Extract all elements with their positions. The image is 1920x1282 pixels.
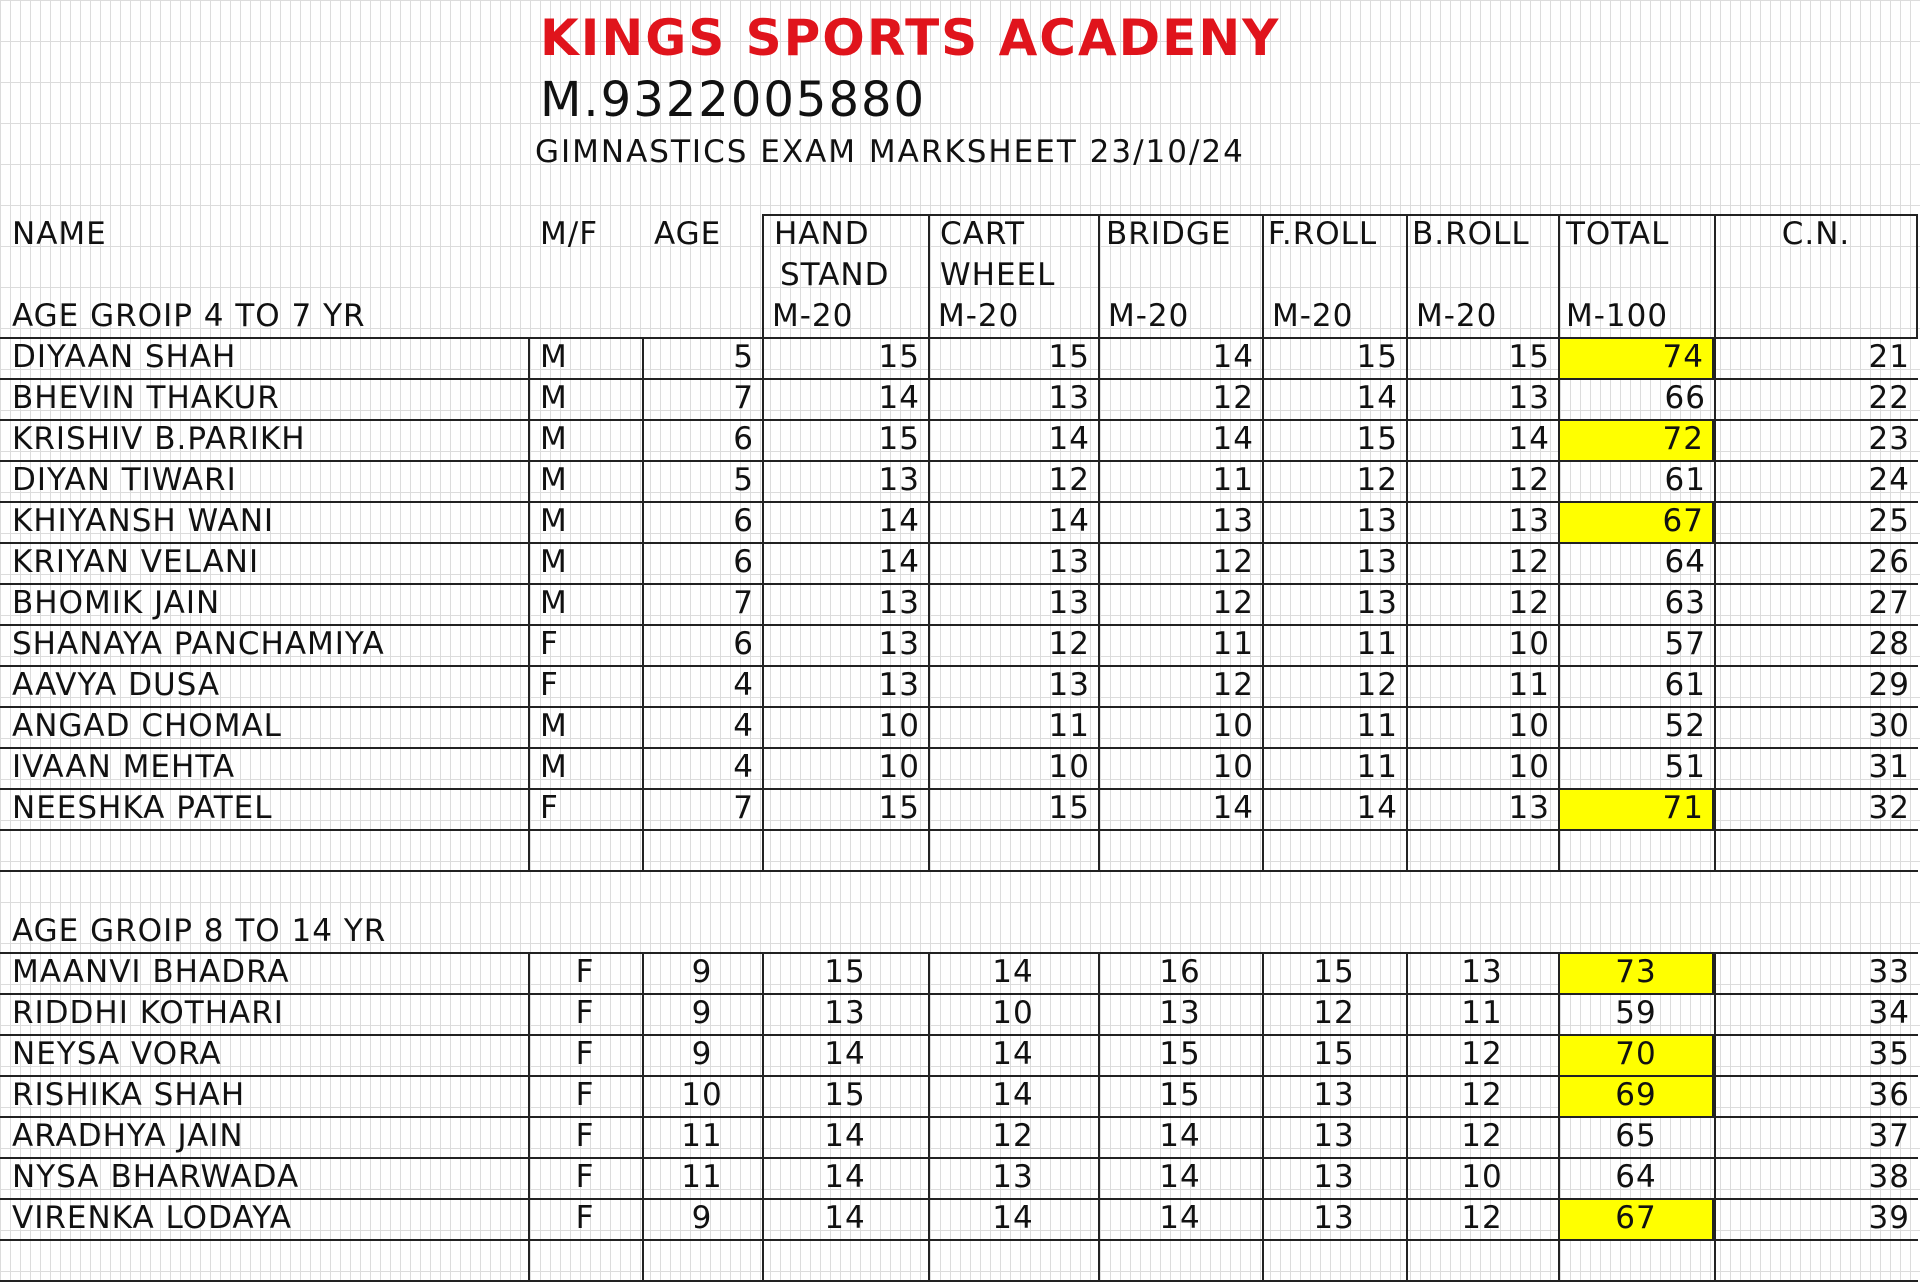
group-label-2: AGE GROIP 8 TO 14 YR (12, 913, 387, 949)
froll-score: 15 (1356, 339, 1398, 375)
student-name: RISHIKA SHAH (12, 1077, 246, 1113)
total-score: 66 (1664, 380, 1706, 416)
froll-score: 14 (1356, 380, 1398, 416)
froll-score: 13 (1313, 1118, 1355, 1154)
age-cell: 6 (733, 421, 754, 457)
age-cell: 9 (691, 1200, 713, 1236)
broll-score: 12 (1461, 1077, 1503, 1113)
cartwheel-score: 11 (1048, 708, 1090, 744)
grid-line (0, 829, 1918, 831)
cartwheel-score: 14 (1048, 503, 1090, 539)
grid-line (0, 542, 1918, 544)
broll-score: 12 (1508, 544, 1550, 580)
age-cell: 5 (733, 339, 754, 375)
gender-cell: F (575, 995, 595, 1031)
age-cell: 11 (681, 1118, 723, 1154)
grid-line (1406, 214, 1408, 337)
chest-number: 27 (1868, 585, 1910, 621)
cartwheel-score: 12 (1048, 462, 1090, 498)
broll-score: 13 (1508, 790, 1550, 826)
cartwheel-score: 10 (1048, 749, 1090, 785)
cartwheel-score: 13 (1048, 585, 1090, 621)
grid-line (0, 747, 1918, 749)
broll-score: 12 (1461, 1118, 1503, 1154)
froll-score: 12 (1356, 462, 1398, 498)
col-header-cn: C.N. (1781, 216, 1851, 252)
bridge-score: 14 (1212, 790, 1254, 826)
cartwheel-score: 12 (992, 1118, 1034, 1154)
grid-line (1098, 337, 1100, 870)
handstand-score: 14 (878, 380, 920, 416)
age-cell: 7 (733, 790, 754, 826)
grid-line (1558, 214, 1560, 337)
chest-number: 34 (1868, 995, 1910, 1031)
grid-line (928, 337, 930, 870)
bridge-score: 15 (1159, 1036, 1201, 1072)
broll-score: 13 (1461, 954, 1503, 990)
cartwheel-score: 14 (992, 954, 1034, 990)
broll-score: 13 (1508, 503, 1550, 539)
gender-cell: F (575, 954, 595, 990)
grid-line (1406, 952, 1408, 1280)
gender-cell: F (575, 1118, 595, 1154)
col-header-cart-2: WHEEL (940, 257, 1056, 293)
total-score: 52 (1664, 708, 1706, 744)
total-score: 59 (1615, 995, 1657, 1031)
handstand-score: 13 (878, 585, 920, 621)
grid-line (1406, 337, 1408, 870)
grid-line (0, 1075, 1918, 1077)
student-name: MAANVI BHADRA (12, 954, 290, 990)
grid-line (0, 788, 1918, 790)
gender-cell: M (540, 503, 568, 539)
col-header-mf: M/F (540, 216, 599, 252)
bridge-score: 14 (1159, 1118, 1201, 1154)
handstand-score: 14 (878, 544, 920, 580)
col-header-bridge: BRIDGE (1106, 216, 1232, 252)
phone-number: M.9322005880 (540, 72, 927, 128)
gender-cell: F (540, 626, 559, 662)
total-score: 63 (1664, 585, 1706, 621)
cartwheel-score: 13 (992, 1159, 1034, 1195)
grid-line (1714, 952, 1716, 1280)
handstand-score: 15 (878, 790, 920, 826)
chest-number: 30 (1868, 708, 1910, 744)
age-cell: 7 (733, 380, 754, 416)
gender-cell: M (540, 544, 568, 580)
froll-score: 11 (1356, 708, 1398, 744)
col-header-age: AGE (654, 216, 722, 252)
chest-number: 29 (1868, 667, 1910, 703)
age-cell: 6 (733, 503, 754, 539)
bridge-score: 13 (1212, 503, 1254, 539)
gender-cell: M (540, 421, 568, 457)
grid-line (928, 214, 930, 337)
student-name: RIDDHI KOTHARI (12, 995, 284, 1031)
broll-score: 11 (1508, 667, 1550, 703)
age-cell: 5 (733, 462, 754, 498)
col-header-name: NAME (12, 216, 107, 252)
froll-score: 13 (1313, 1077, 1355, 1113)
broll-score: 10 (1508, 749, 1550, 785)
student-name: VIRENKA LODAYA (12, 1200, 292, 1236)
sheet-subtitle: GIMNASTICS EXAM MARKSHEET 23/10/24 (535, 134, 1245, 170)
cartwheel-score: 15 (1048, 790, 1090, 826)
grid-line (0, 460, 1918, 462)
gender-cell: F (575, 1159, 595, 1195)
grid-line (0, 952, 1918, 954)
handstand-score: 14 (878, 503, 920, 539)
total-score: 57 (1664, 626, 1706, 662)
age-cell: 9 (691, 954, 713, 990)
cartwheel-score: 15 (1048, 339, 1090, 375)
cartwheel-score: 10 (992, 995, 1034, 1031)
group-label-1: AGE GROIP 4 TO 7 YR (12, 298, 366, 334)
grid-line (1262, 952, 1264, 1280)
chest-number: 28 (1868, 626, 1910, 662)
bridge-score: 11 (1212, 462, 1254, 498)
gender-cell: M (540, 749, 568, 785)
froll-score: 15 (1313, 1036, 1355, 1072)
froll-score: 15 (1313, 954, 1355, 990)
handstand-score: 15 (878, 339, 920, 375)
broll-score: 15 (1508, 339, 1550, 375)
bridge-score: 14 (1159, 1200, 1201, 1236)
col-header-hand-2: STAND (780, 257, 890, 293)
gender-cell: F (540, 667, 559, 703)
grid-line (1714, 337, 1716, 870)
gender-cell: F (575, 1077, 595, 1113)
grid-line (0, 706, 1918, 708)
grid-line (528, 337, 530, 870)
handstand-score: 10 (878, 749, 920, 785)
froll-score: 12 (1356, 667, 1398, 703)
total-score: 51 (1664, 749, 1706, 785)
total-score: 64 (1615, 1159, 1657, 1195)
cartwheel-score: 13 (1048, 380, 1090, 416)
col-header-froll: F.ROLL (1268, 216, 1378, 252)
age-cell: 9 (691, 995, 713, 1031)
grid-line (1714, 214, 1716, 337)
grid-line (642, 337, 644, 870)
grid-line (0, 1034, 1918, 1036)
grid-line (642, 952, 644, 1280)
grid-line (0, 1239, 1918, 1241)
grid-line (1098, 952, 1100, 1280)
bridge-score: 16 (1159, 954, 1201, 990)
total-score: 65 (1615, 1118, 1657, 1154)
cartwheel-score: 14 (992, 1077, 1034, 1113)
froll-score: 14 (1356, 790, 1398, 826)
age-cell: 4 (733, 667, 754, 703)
student-name: ANGAD CHOMAL (12, 708, 282, 744)
chest-number: 33 (1868, 954, 1910, 990)
chest-number: 26 (1868, 544, 1910, 580)
col-header-hand: HAND (774, 216, 870, 252)
grid-line (0, 419, 1918, 421)
col-header-broll: B.ROLL (1412, 216, 1530, 252)
gender-cell: M (540, 462, 568, 498)
student-name: NEYSA VORA (12, 1036, 222, 1072)
bridge-score: 12 (1212, 667, 1254, 703)
age-cell: 10 (681, 1077, 723, 1113)
handstand-score: 15 (824, 1077, 866, 1113)
student-name: IVAAN MEHTA (12, 749, 236, 785)
gender-cell: M (540, 380, 568, 416)
handstand-score: 14 (824, 1200, 866, 1236)
grid-line (528, 952, 530, 1280)
total-score: 61 (1664, 462, 1706, 498)
chest-number: 35 (1868, 1036, 1910, 1072)
grid-line (0, 624, 1918, 626)
grid-line (1262, 214, 1264, 337)
chest-number: 38 (1868, 1159, 1910, 1195)
bridge-score: 12 (1212, 380, 1254, 416)
student-name: BHOMIK JAIN (12, 585, 221, 621)
bridge-score: 14 (1212, 421, 1254, 457)
grid-line (0, 501, 1918, 503)
student-name: BHEVIN THAKUR (12, 380, 280, 416)
bridge-score: 14 (1159, 1159, 1201, 1195)
student-name: KRIYAN VELANI (12, 544, 260, 580)
chest-number: 32 (1868, 790, 1910, 826)
age-cell: 9 (691, 1036, 713, 1072)
grid-line (1558, 337, 1560, 870)
froll-score: 13 (1356, 585, 1398, 621)
broll-score: 12 (1508, 462, 1550, 498)
chest-number: 21 (1868, 339, 1910, 375)
cartwheel-score: 13 (1048, 544, 1090, 580)
student-name: NEESHKA PATEL (12, 790, 273, 826)
gender-cell: M (540, 708, 568, 744)
student-name: AAVYA DUSA (12, 667, 221, 703)
bridge-score: 13 (1159, 995, 1201, 1031)
max-mark-bridge: M-20 (1108, 298, 1190, 334)
gender-cell: M (540, 585, 568, 621)
total-score: 74 (1558, 337, 1714, 378)
max-mark-hand: M-20 (772, 298, 854, 334)
handstand-score: 13 (878, 462, 920, 498)
handstand-score: 14 (824, 1036, 866, 1072)
chest-number: 24 (1868, 462, 1910, 498)
broll-score: 12 (1461, 1036, 1503, 1072)
student-name: DIYAAN SHAH (12, 339, 237, 375)
age-cell: 11 (681, 1159, 723, 1195)
total-score: 67 (1558, 1198, 1714, 1239)
col-header-total: TOTAL (1566, 216, 1670, 252)
bridge-score: 10 (1212, 749, 1254, 785)
broll-score: 11 (1461, 995, 1503, 1031)
grid-line (0, 1198, 1918, 1200)
age-cell: 4 (733, 749, 754, 785)
grid-line (1916, 214, 1918, 337)
bridge-score: 15 (1159, 1077, 1201, 1113)
froll-score: 13 (1356, 544, 1398, 580)
chest-number: 39 (1868, 1200, 1910, 1236)
total-score: 69 (1558, 1075, 1714, 1116)
bridge-score: 12 (1212, 544, 1254, 580)
gender-cell: F (575, 1200, 595, 1236)
handstand-score: 15 (824, 954, 866, 990)
froll-score: 13 (1313, 1159, 1355, 1195)
grid-line (762, 952, 764, 1280)
student-name: KHIYANSH WANI (12, 503, 275, 539)
chest-number: 25 (1868, 503, 1910, 539)
handstand-score: 15 (878, 421, 920, 457)
max-mark-total: M-100 (1566, 298, 1669, 334)
broll-score: 10 (1461, 1159, 1503, 1195)
broll-score: 10 (1508, 708, 1550, 744)
grid-line (0, 337, 1918, 339)
handstand-score: 10 (878, 708, 920, 744)
grid-line (1098, 214, 1100, 337)
handstand-score: 14 (824, 1159, 866, 1195)
student-name: SHANAYA PANCHAMIYA (12, 626, 385, 662)
broll-score: 10 (1508, 626, 1550, 662)
chest-number: 36 (1868, 1077, 1910, 1113)
total-score: 70 (1558, 1034, 1714, 1075)
froll-score: 13 (1313, 1200, 1355, 1236)
grid-line (0, 378, 1918, 380)
total-score: 71 (1558, 788, 1714, 829)
grid-line (0, 993, 1918, 995)
chest-number: 23 (1868, 421, 1910, 457)
froll-score: 13 (1356, 503, 1398, 539)
age-cell: 6 (733, 544, 754, 580)
froll-score: 11 (1356, 749, 1398, 785)
max-mark-cart: M-20 (938, 298, 1020, 334)
age-cell: 7 (733, 585, 754, 621)
grid-line (928, 952, 930, 1280)
student-name: KRISHIV B.PARIKH (12, 421, 306, 457)
age-cell: 4 (733, 708, 754, 744)
bridge-score: 10 (1212, 708, 1254, 744)
student-name: DIYAN TIWARI (12, 462, 237, 498)
froll-score: 15 (1356, 421, 1398, 457)
broll-score: 12 (1508, 585, 1550, 621)
gender-cell: F (540, 790, 559, 826)
grid-line (762, 337, 764, 870)
gender-cell: M (540, 339, 568, 375)
grid-line (0, 870, 1918, 872)
broll-score: 14 (1508, 421, 1550, 457)
total-score: 73 (1558, 952, 1714, 993)
cartwheel-score: 12 (1048, 626, 1090, 662)
froll-score: 11 (1356, 626, 1398, 662)
chest-number: 22 (1868, 380, 1910, 416)
broll-score: 12 (1461, 1200, 1503, 1236)
bridge-score: 12 (1212, 585, 1254, 621)
grid-line (1262, 337, 1264, 870)
cartwheel-score: 13 (1048, 667, 1090, 703)
age-cell: 6 (733, 626, 754, 662)
grid-line (0, 583, 1918, 585)
grid-line (0, 665, 1918, 667)
total-score: 61 (1664, 667, 1706, 703)
froll-score: 12 (1313, 995, 1355, 1031)
bridge-score: 11 (1212, 626, 1254, 662)
grid-line (0, 1116, 1918, 1118)
cartwheel-score: 14 (1048, 421, 1090, 457)
col-header-cart: CART (940, 216, 1026, 252)
grid-line (1558, 952, 1560, 1280)
academy-title: KINGS SPORTS ACADENY (540, 9, 1281, 67)
grid-line (0, 1157, 1918, 1159)
chest-number: 37 (1868, 1118, 1910, 1154)
handstand-score: 14 (824, 1118, 866, 1154)
handstand-score: 13 (878, 626, 920, 662)
total-score: 67 (1558, 501, 1714, 542)
student-name: ARADHYA JAIN (12, 1118, 244, 1154)
total-score: 64 (1664, 544, 1706, 580)
broll-score: 13 (1508, 380, 1550, 416)
bridge-score: 14 (1212, 339, 1254, 375)
total-score: 72 (1558, 419, 1714, 460)
chest-number: 31 (1868, 749, 1910, 785)
max-mark-broll: M-20 (1416, 298, 1498, 334)
cartwheel-score: 14 (992, 1200, 1034, 1236)
grid-line (762, 214, 1918, 216)
cartwheel-score: 14 (992, 1036, 1034, 1072)
gender-cell: F (575, 1036, 595, 1072)
handstand-score: 13 (824, 995, 866, 1031)
max-mark-froll: M-20 (1272, 298, 1354, 334)
handstand-score: 13 (878, 667, 920, 703)
student-name: NYSA BHARWADA (12, 1159, 300, 1195)
